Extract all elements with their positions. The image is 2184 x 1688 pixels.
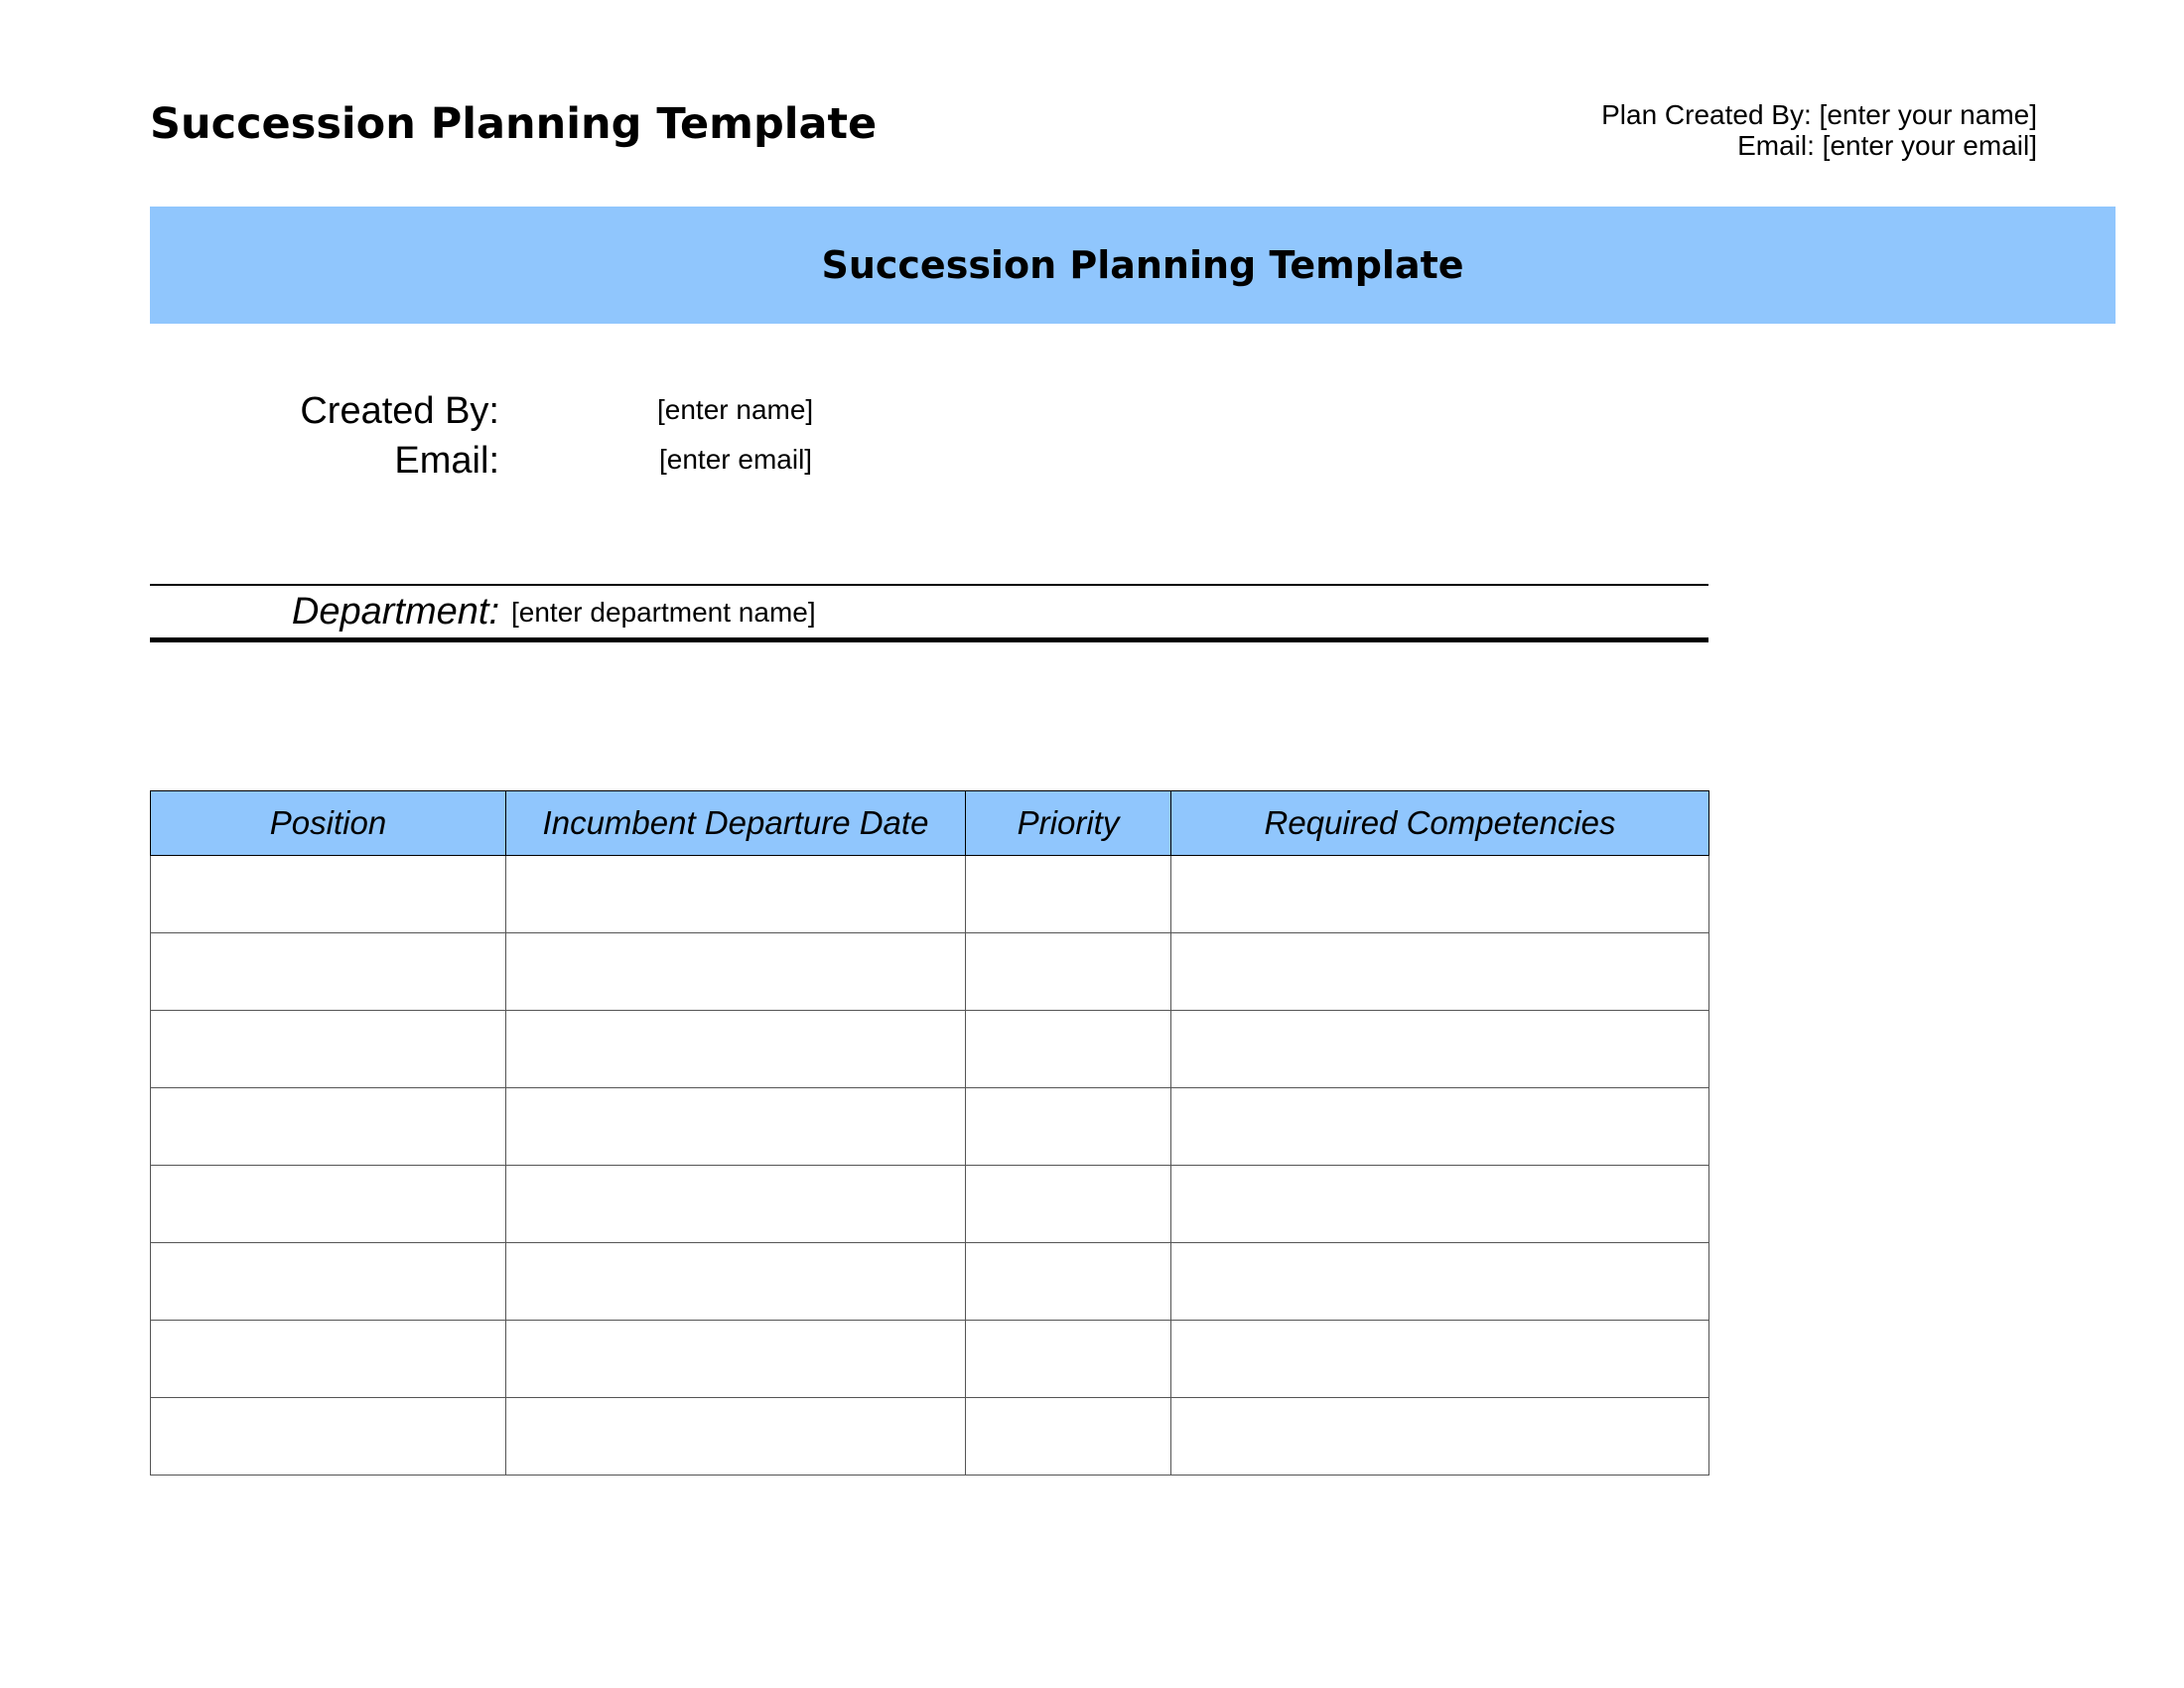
priority-cell[interactable] [966, 1166, 1171, 1243]
page-title: Succession Planning Template [150, 99, 878, 149]
position-cell[interactable] [151, 1011, 506, 1088]
competencies-cell[interactable] [1171, 1321, 1709, 1398]
table-row [151, 1243, 1709, 1321]
column-header-priority: Priority [966, 791, 1171, 856]
created-by-label: Created By: [300, 390, 499, 432]
table-row [151, 933, 1709, 1011]
priority-cell[interactable] [966, 1243, 1171, 1321]
position-cell[interactable] [151, 1243, 506, 1321]
plan-meta [1601, 99, 2037, 161]
department-field[interactable]: [enter department name] [511, 597, 816, 628]
created-by-field[interactable]: [enter name] [657, 394, 814, 425]
position-cell[interactable] [151, 933, 506, 1011]
priority-cell[interactable] [966, 1088, 1171, 1166]
column-header-position: Position [151, 791, 506, 856]
departure-date-cell[interactable] [506, 856, 966, 933]
position-cell[interactable] [151, 1088, 506, 1166]
table-row [151, 1398, 1709, 1476]
email-field[interactable]: [enter email] [659, 444, 813, 475]
priority-cell[interactable] [966, 856, 1171, 933]
competencies-cell[interactable] [1171, 1011, 1709, 1088]
departure-date-cell[interactable] [506, 1398, 966, 1476]
competencies-cell[interactable] [1171, 1398, 1709, 1476]
banner-title: Succession Planning Template [821, 243, 1464, 287]
department-bottom-rule [150, 637, 1708, 642]
column-header-departure-date: Incumbent Departure Date [506, 791, 966, 856]
departure-date-cell[interactable] [506, 933, 966, 1011]
position-cell[interactable] [151, 856, 506, 933]
table-body [151, 856, 1709, 1476]
table-row [151, 856, 1709, 933]
email-label: Email: [394, 440, 499, 482]
succession-table [150, 790, 1709, 1476]
plan-email-text: Email: [enter your email] [1737, 130, 2037, 161]
competencies-cell[interactable] [1171, 933, 1709, 1011]
departure-date-cell[interactable] [506, 1243, 966, 1321]
priority-cell[interactable] [966, 1398, 1171, 1476]
position-cell[interactable] [151, 1321, 506, 1398]
plan-created-by-text: Plan Created By: [enter your name] [1601, 99, 2037, 130]
department-label: Department: [291, 591, 499, 633]
competencies-cell[interactable] [1171, 1166, 1709, 1243]
departure-date-cell[interactable] [506, 1166, 966, 1243]
position-cell[interactable] [151, 1398, 506, 1476]
table-row [151, 1166, 1709, 1243]
priority-cell[interactable] [966, 933, 1171, 1011]
competencies-cell[interactable] [1171, 856, 1709, 933]
table-header-row [151, 791, 1709, 856]
priority-cell[interactable] [966, 1321, 1171, 1398]
column-header-competencies: Required Competencies [1171, 791, 1709, 856]
departure-date-cell[interactable] [506, 1321, 966, 1398]
table-row [151, 1088, 1709, 1166]
departure-date-cell[interactable] [506, 1088, 966, 1166]
priority-cell[interactable] [966, 1011, 1171, 1088]
departure-date-cell[interactable] [506, 1011, 966, 1088]
table-row [151, 1011, 1709, 1088]
competencies-cell[interactable] [1171, 1088, 1709, 1166]
position-cell[interactable] [151, 1166, 506, 1243]
competencies-cell[interactable] [1171, 1243, 1709, 1321]
table-row [151, 1321, 1709, 1398]
title-banner [150, 207, 2116, 324]
department-top-rule [150, 584, 1708, 586]
